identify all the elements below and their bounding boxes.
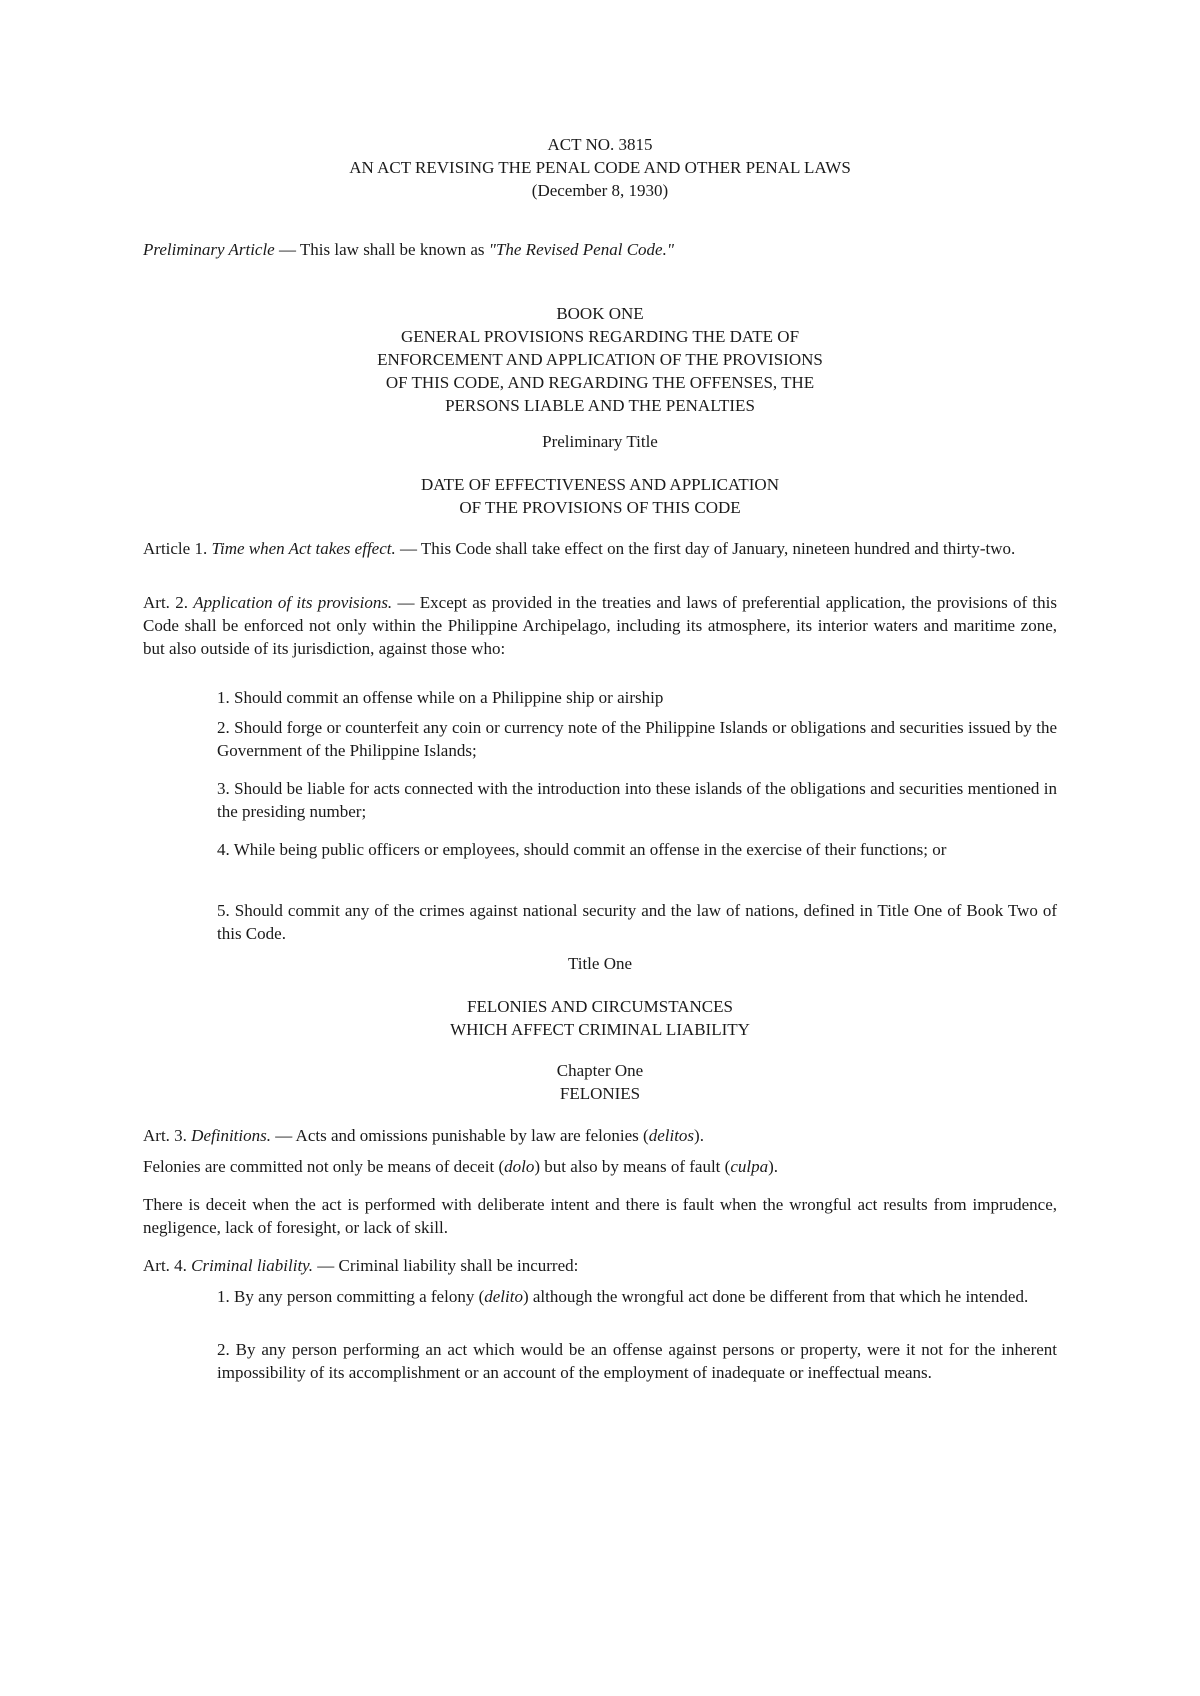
preliminary-article — [143, 238, 1057, 261]
title-one-heading — [140, 995, 1060, 1041]
preliminary-title-label: Preliminary Title — [542, 432, 658, 451]
article-4-item — [217, 1285, 1057, 1308]
article-3 — [143, 1124, 1057, 1147]
preliminary-article-label: Preliminary Article — [143, 240, 275, 259]
article-2-item: 3. Should be liable for acts connected with the introduction into these islands of the obligations and securities mentioned in the presiding number; — [217, 779, 1057, 821]
article-2-title: Application of its provisions. — [193, 593, 393, 612]
book-one-subtitle-line: ENFORCEMENT AND APPLICATION OF THE PROVISIONS — [377, 350, 823, 369]
act-title: AN ACT REVISING THE PENAL CODE AND OTHER PENAL LAWS — [349, 158, 851, 177]
article-3-term-culpa: culpa — [730, 1157, 769, 1176]
preliminary-article-text: — This law shall be known as — [274, 240, 489, 259]
act-header — [140, 133, 1060, 202]
act-date: (December 8, 1930) — [531, 181, 669, 200]
preliminary-title-heading-line: DATE OF EFFECTIVENESS AND APPLICATION — [421, 475, 779, 494]
title-one-heading-line: FELONIES AND CIRCUMSTANCES — [467, 997, 733, 1016]
article-4-item-text: ) although the wrongful act done be different from that which he intended. — [522, 1287, 1029, 1306]
code-name: "The Revised Penal Code." — [488, 240, 674, 259]
article-3-paragraph-3: There is deceit when the act is performed with deliberate intent and there is fault when the wrongful act results from imprudence, negligence, lack of foresight, or lack of skill. — [143, 1195, 1057, 1237]
preliminary-title-heading-line: OF THE PROVISIONS OF THIS CODE — [459, 498, 741, 517]
article-2-text: — Except as provided in the treaties and laws of preferential application, the provisions of this Code shall be enforced not only within the Philippine Archipelago, including its atmosphere, its interior waters and maritime zone, but also outside of its jurisdiction, against those who: — [143, 593, 1057, 658]
preliminary-title-heading — [140, 473, 1060, 519]
article-1 — [143, 537, 1057, 560]
article-3-text-end: ). — [694, 1126, 704, 1145]
chapter-one-heading — [140, 1059, 1060, 1105]
article-1-text: — This Code shall take effect on the first day of January, nineteen hundred and thirty-two. — [395, 539, 1016, 558]
title-one-heading-line: WHICH AFFECT CRIMINAL LIABILITY — [450, 1020, 750, 1039]
article-4-item-text: 1. By any person committing a felony ( — [217, 1287, 485, 1306]
article-2 — [143, 591, 1057, 660]
act-number: ACT NO. 3815 — [547, 135, 653, 154]
article-4-text: — Criminal liability shall be incurred: — [313, 1256, 579, 1275]
article-3-term: delitos — [648, 1126, 695, 1145]
title-one-label: Title One — [567, 954, 633, 973]
chapter-one-label: Chapter One — [556, 1061, 644, 1080]
article-2-prefix: Art. 2. — [143, 593, 194, 612]
book-one-subtitle-line: PERSONS LIABLE AND THE PENALTIES — [445, 396, 755, 415]
article-4-term-delito: delito — [484, 1287, 523, 1306]
article-3-title: Definitions. — [191, 1126, 271, 1145]
article-1-prefix: Article 1. — [143, 539, 212, 558]
article-2-item: 4. While being public officers or employees, should commit an offense in the exercise of their functions; or — [217, 840, 947, 859]
article-2-item: 5. Should commit any of the crimes against national security and the law of nations, defined in Title One of Book Two of this Code. — [217, 901, 1057, 943]
article-3-term-dolo: dolo — [504, 1157, 535, 1176]
article-3-text: — Acts and omissions punishable by law are felonies ( — [270, 1126, 649, 1145]
article-3-p2-text: ) but also by means of fault ( — [534, 1157, 731, 1176]
article-2-item: 1. Should commit an offense while on a Philippine ship or airship — [217, 688, 664, 707]
book-one-label: BOOK ONE — [556, 304, 644, 323]
book-one-heading — [140, 302, 1060, 417]
article-3-prefix: Art. 3. — [143, 1126, 192, 1145]
article-4-title: Criminal liability. — [191, 1256, 314, 1275]
article-1-title: Time when Act takes effect. — [211, 539, 396, 558]
article-3-paragraph-2 — [143, 1155, 1057, 1178]
article-4-item: 2. By any person performing an act which would be an offense against persons or property, were it not for the inherent impossibility of its accomplishment or an account of the employment of inadequate or ineffectual means. — [217, 1340, 1057, 1382]
chapter-one-title: FELONIES — [559, 1084, 641, 1103]
article-3-p2-text: ). — [768, 1157, 779, 1176]
article-2-item: 2. Should forge or counterfeit any coin or currency note of the Philippine Islands or obligations and securities issued by the Government of the Philippine Islands; — [217, 718, 1057, 760]
article-3-p2-text: Felonies are committed not only be means of deceit ( — [143, 1157, 505, 1176]
book-one-subtitle-line: GENERAL PROVISIONS REGARDING THE DATE OF — [400, 327, 800, 346]
book-one-subtitle-line: OF THIS CODE, AND REGARDING THE OFFENSES, THE — [385, 373, 815, 392]
article-4-prefix: Art. 4. — [143, 1256, 192, 1275]
article-4 — [143, 1254, 1057, 1277]
